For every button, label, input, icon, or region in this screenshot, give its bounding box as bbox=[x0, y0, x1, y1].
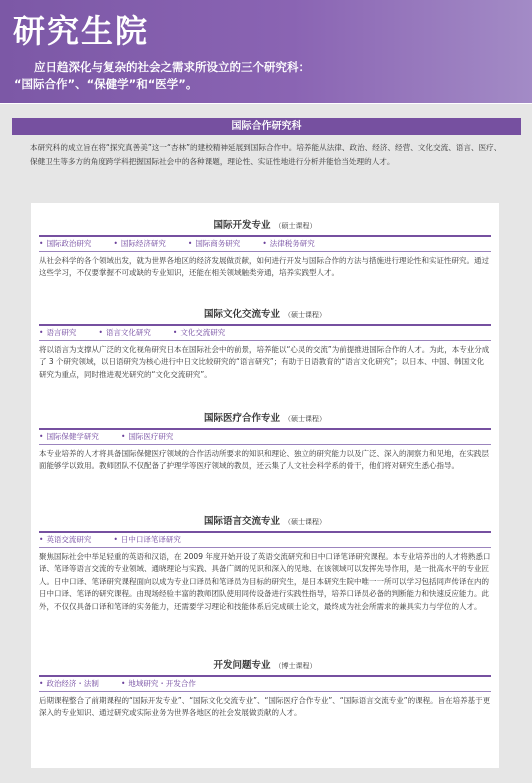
program-tags bbox=[39, 431, 491, 443]
program-divider bbox=[39, 675, 491, 677]
program-degree: （博士课程） bbox=[274, 662, 317, 670]
program-tags bbox=[39, 678, 491, 690]
program-thin-divider bbox=[39, 547, 491, 548]
page-title: 研究生院 bbox=[13, 12, 150, 50]
program-tag: • 国际政治研究 bbox=[39, 239, 91, 248]
program-title bbox=[31, 412, 499, 426]
program-title bbox=[31, 219, 499, 233]
program-degree: （硕士课程） bbox=[284, 415, 326, 423]
program-degree: （硕士课程） bbox=[284, 518, 326, 526]
program-tag: • 地域研究・开发合作 bbox=[121, 679, 196, 688]
page-header bbox=[0, 0, 532, 103]
header-subtitle-line2: “国际合作”、“保健学”和“医学”。 bbox=[14, 77, 198, 91]
program-tag: • 国际保健学研究 bbox=[39, 432, 99, 441]
program-tags bbox=[39, 238, 491, 250]
header-subtitle-line1: 应日趋深化与复杂的社会之需求所设立的三个研究科： bbox=[34, 60, 310, 74]
program-tag: • 国际商务研究 bbox=[188, 239, 240, 248]
program-degree: （硕士课程） bbox=[274, 222, 317, 230]
program-tags bbox=[39, 534, 491, 546]
program-name: 国际开发专业 bbox=[213, 220, 271, 231]
program-name: 国际文化交流专业 bbox=[203, 309, 280, 320]
program-name: 国际语言交流专业 bbox=[203, 516, 280, 527]
program-title bbox=[31, 515, 499, 529]
program-thin-divider bbox=[39, 444, 491, 445]
program-title bbox=[31, 659, 499, 673]
program-block bbox=[31, 659, 499, 720]
program-thin-divider bbox=[39, 340, 491, 341]
program-thin-divider bbox=[39, 251, 491, 252]
program-tag: • 政治经济・法制 bbox=[39, 679, 99, 688]
section-intro: 本研究科的成立旨在将“探究真善美”这一“杏林”的建校精神延展到国际合作中。培养能从法律、政治、经济、经营、文化交流、语言、医疗、保健卫生等多方的角度跨学科把握国际社会中的各种课题，理论性、实证性地进行分析并能恰当处理的人才。 bbox=[30, 143, 502, 166]
program-block bbox=[31, 412, 499, 473]
program-title bbox=[31, 308, 499, 322]
program-degree: （硕士课程） bbox=[284, 311, 326, 319]
program-tag: • 英语交流研究 bbox=[39, 535, 91, 544]
program-divider bbox=[39, 428, 491, 430]
program-tag: • 语言研究 bbox=[39, 328, 76, 337]
program-tag: • 日中口译笔译研究 bbox=[113, 535, 180, 544]
program-tags bbox=[39, 327, 491, 339]
program-tag: • 国际经济研究 bbox=[113, 239, 165, 248]
program-divider bbox=[39, 531, 491, 533]
program-tag: • 文化交流研究 bbox=[173, 328, 225, 337]
program-block bbox=[31, 219, 499, 280]
program-tag: • 国际医疗研究 bbox=[121, 432, 173, 441]
programs-panel bbox=[31, 203, 499, 768]
program-description: 后期课程整合了前期课程的“国际开发专业”、“国际文化交流专业”、“国际医疗合作专业”、“国际语言交流专业”的课程。旨在培养基于更深入的专业知识、通过研究或实际业务为世界各地区的社会发展做贡献的人才。 bbox=[39, 696, 491, 718]
program-tag: • 语言文化研究 bbox=[98, 328, 150, 337]
program-description: 本专业培养的人才将具备国际保健医疗领域的合作活动所要求的知识和理论、独立的研究能力以及广泛、深入的洞察力和见地，在实践层面能够学以致用。教师团队不仅配备了护理学等医疗领域的教员，还云集了人文社会科学系的骨干，他们将对研究生悉心指导。 bbox=[39, 449, 489, 471]
program-description: 聚焦国际社会中举足轻重的英语和汉语，在 2009 年度开始开设了英语交流研究和日中口译笔译研究课程。本专业培养出的人才将熟悉口译、笔译等语言交流的专业领域、通晓理论与实践、具备广阔的见识和深入的见地、在该领域可以发挥先导作用，是一批高水平的专业匠人。日中口译、笔译研究课程面向以成为专业口译员和笔译员为目标的研究生，是日本研究生院中唯一一所可以学习包括同声传译在内的日中口译、笔译的研究课程。由现场经验丰富的教师团队使用同传设备进行实践性指导，培养口译员必备的判断能力和快速反应能力。此外，不仅仅具备口译和笔译的实务能力，还需要学习理论和技能体系后完成硕士论文，最终成为社会所需求的兼具实力与学位的人才。 bbox=[39, 552, 491, 611]
program-name: 开发问题专业 bbox=[213, 660, 271, 671]
program-divider bbox=[39, 235, 491, 237]
program-thin-divider bbox=[39, 691, 491, 692]
program-block bbox=[31, 308, 499, 381]
section-title-bar: 国际合作研究科 bbox=[12, 118, 521, 135]
program-block bbox=[31, 515, 499, 613]
program-divider bbox=[39, 324, 491, 326]
program-tag: • 法律税务研究 bbox=[262, 239, 314, 248]
program-description: 将以语言为支撑从广泛的文化视角研究日本在国际社会中的前景，培养能以“心灵的交流”为前提推进国际合作的人才。为此，本专业分成了 3 个研究领域，以日语研究为核心进行中日文比较研究的“语言研究”；有助于日语教育的“语言文化研究”；以日本、中国、韩国文化研究为重点，同时推进观光研究的“文化交流研究”。 bbox=[39, 345, 490, 379]
program-description: 从社会科学的各个领域出发，就为世界各地区的经济发展做贡献，如何进行开发与国际合作的方法与措施进行理论性和实证性研究。通过这些学习，不仅要掌握不可或缺的专业知识，还能在相关领域触类旁通，培养实践型人才。 bbox=[39, 256, 489, 278]
program-name: 国际医疗合作专业 bbox=[203, 413, 280, 424]
